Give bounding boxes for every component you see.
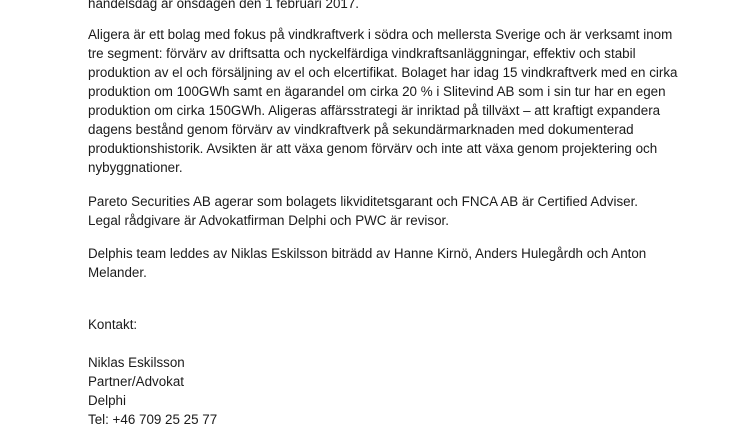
advisers-line-2: Legal rådgivare är Advokatfirman Delphi och PWC är revisor. <box>88 213 449 228</box>
team-line-2: Melander. <box>88 265 147 280</box>
about-line-4: produktion om 100GWh samt en ägarandel om cirka 20 % i Slitevind AB som i sin tur har en egen <box>88 84 666 99</box>
team-line-1: Delphis team leddes av Niklas Eskilsson biträdd av Hanne Kirnö, Anders Hulegårdh och Anton <box>88 246 647 261</box>
contact-name: Niklas Eskilsson <box>88 355 185 370</box>
about-line-3: produktion av el och försäljning av el och elcertifikat. Bolaget har idag 15 vindkraftverk med en cirka <box>88 65 678 80</box>
contact-label: Kontakt: <box>88 317 138 332</box>
about-line-5: produktion om cirka 150GWh. Aligeras affärsstrategi är inriktad på tillväxt – att kraftigt expandera <box>88 103 661 118</box>
about-line-8: nybyggnationer. <box>88 160 183 175</box>
contact-firm: Delphi <box>88 393 126 408</box>
advisers-line-1: Pareto Securities AB agerar som bolagets likviditetsgarant och FNCA AB är Certified Adviser. <box>88 194 639 209</box>
about-line-7: produktionshistorik. Avsikten är att växa genom förvärv och inte att växa genom projektering och <box>88 141 658 156</box>
about-line-2: tre segment: förvärv av driftsatta och nyckelfärdiga vindkraftsanläggningar, effektiv och stabil <box>88 46 636 61</box>
contact-title: Partner/Advokat <box>88 374 185 389</box>
contact-phone: Tel: +46 709 25 25 77 <box>88 412 218 427</box>
about-line-1: Aligera är ett bolag med fokus på vindkraftverk i södra och mellersta Sverige och är verksamt inom <box>88 27 673 42</box>
about-line-6: dagens bestånd genom förvärv av vindkraftverk på sekundärmarknaden med dokumenterad <box>88 122 634 137</box>
intro-tail-line: handelsdag är onsdagen den 1 februari 2017. <box>88 0 360 11</box>
